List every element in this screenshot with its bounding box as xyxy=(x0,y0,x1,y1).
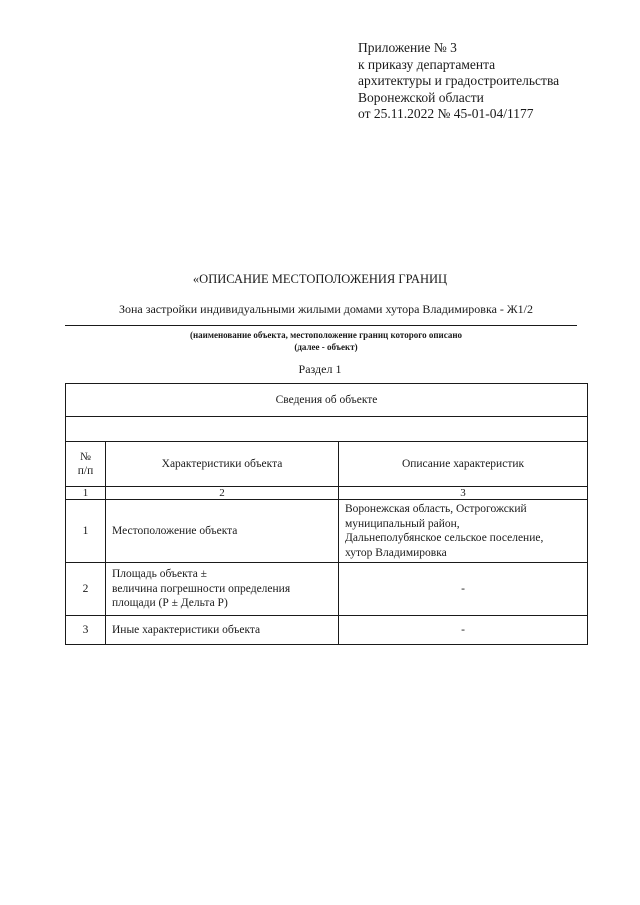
row-number: 1 xyxy=(66,500,106,563)
table-header-row xyxy=(66,442,588,487)
object-note xyxy=(65,329,587,353)
section-label: Раздел 1 xyxy=(298,362,342,376)
table-blank-row xyxy=(66,417,588,442)
table-row xyxy=(66,500,588,563)
header-cell-characteristic: Характеристики объекта xyxy=(106,442,339,487)
row-number: 2 xyxy=(66,563,106,616)
appendix-header xyxy=(358,40,559,123)
row-description xyxy=(339,500,588,563)
table-title-row xyxy=(66,384,588,417)
table-row xyxy=(66,616,588,645)
header-number-label: № п/п xyxy=(77,450,94,477)
underline-divider xyxy=(65,325,577,326)
row-characteristic xyxy=(106,563,339,616)
table-row xyxy=(66,563,588,616)
document-title: «ОПИСАНИЕ МЕСТОПОЛОЖЕНИЯ ГРАНИЦ xyxy=(192,272,448,286)
appendix-line: Приложение № 3 xyxy=(358,40,457,55)
appendix-line: к приказу департамента xyxy=(358,56,496,72)
table-title: Сведения об объекте xyxy=(66,384,588,417)
row-description-text: Воронежская область, Острогожский муниципальный район, Дальнеполубянское сельское поселение, хутор Владимировка xyxy=(345,503,544,559)
appendix-line: Воронежской области xyxy=(358,89,484,105)
object-name: Зона застройки индивидуальными жилыми домами хутора Владимировка - Ж1/2 xyxy=(118,302,534,316)
table-blank-cell xyxy=(66,417,588,442)
object-info-table xyxy=(65,383,588,645)
row-number: 3 xyxy=(66,616,106,645)
table-column-number-row xyxy=(66,487,588,500)
row-characteristic: Местоположение объекта xyxy=(106,500,339,563)
row-description: - xyxy=(339,563,588,616)
appendix-line: от 25.11.2022 № 45-01-04/1177 xyxy=(358,106,534,121)
header-cell-number xyxy=(66,442,106,487)
column-number: 3 xyxy=(339,487,588,500)
row-characteristic-text: Площадь объекта ± величина погрешности определения площади (Р ± Дельта Р) xyxy=(112,568,291,610)
column-number: 1 xyxy=(66,487,106,500)
header-cell-description: Описание характеристик xyxy=(339,442,588,487)
appendix-line: архитектуры и градостроительства xyxy=(358,73,560,88)
row-characteristic: Иные характеристики объекта xyxy=(106,616,339,645)
object-note-line: (наименование объекта, местоположение границ которого описано xyxy=(189,330,463,340)
object-note-line: (далее - объект) xyxy=(294,342,358,352)
column-number: 2 xyxy=(106,487,339,500)
row-description: - xyxy=(339,616,588,645)
